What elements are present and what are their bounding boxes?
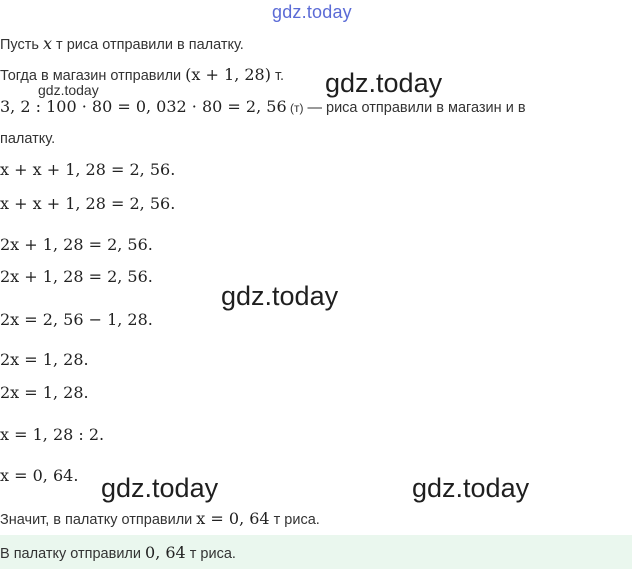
conclusion-line (0, 509, 320, 529)
watermark-logo: gdz.today (272, 2, 352, 22)
equation-5: 2x = 2, 56 − 1, 28. (0, 310, 153, 329)
text-segment: палатку. (0, 131, 56, 147)
watermark-text: gdz.today (221, 281, 339, 311)
math-expression: 0, 64 (145, 543, 186, 562)
equation-2: x + x + 1, 28 = 2, 56. (0, 194, 176, 213)
watermark-text: gdz.today (325, 68, 443, 98)
text-segment: Пусть (0, 37, 43, 53)
watermark-text-small: gdz.today (38, 82, 99, 98)
text-segment: — риса отправили в магазин и в (303, 100, 526, 116)
text-segment: т риса. (185, 546, 236, 562)
text-segment: т. (270, 68, 285, 84)
text-segment: Тогда в магазин отправили (0, 68, 186, 84)
equation-4: 2x + 1, 28 = 2, 56. (0, 267, 153, 286)
text-segment: т риса отправили в палатку. (52, 37, 244, 53)
equation-6: 2x = 1, 28. (0, 350, 89, 369)
equation-9: x = 0, 64. (0, 466, 79, 485)
equation-3: 2x + 1, 28 = 2, 56. (0, 235, 153, 254)
watermark-text: gdz.today (101, 473, 219, 503)
math-variable: x (42, 34, 53, 53)
answer-block (0, 535, 632, 569)
equation-1: x + x + 1, 28 = 2, 56. (0, 160, 176, 179)
text-line-1 (0, 34, 244, 54)
equation-7: 2x = 1, 28. (0, 383, 89, 402)
text-segment: т риса. (269, 512, 320, 528)
math-expression: (x + 1, 28) (185, 65, 271, 84)
answer-text (0, 543, 236, 563)
text-line-4 (0, 130, 55, 148)
math-expression: 3, 2 : 100 · 80 = 0, 032 · 80 = 2, 56 (0, 97, 287, 116)
watermark-text: gdz.today (412, 473, 530, 503)
text-line-3 (0, 97, 526, 117)
equation-8: x = 1, 28 : 2. (0, 425, 105, 444)
text-segment: В палатку отправили (0, 546, 146, 562)
math-expression: x = 0, 64 (196, 509, 270, 528)
unit-label: (т) (286, 101, 304, 115)
text-segment: Значит, в палатку отправили (0, 512, 197, 528)
